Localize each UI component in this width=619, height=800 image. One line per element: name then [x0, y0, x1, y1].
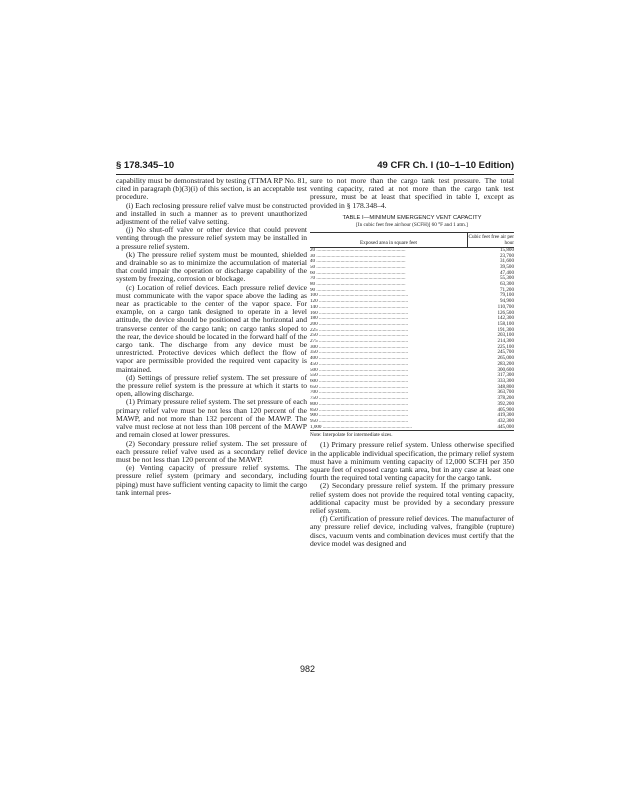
- paragraph: (e) Venting capacity of pressure relief systems. The pressure relief system (primary and secondary, including piping) must have sufficient venting capacity to limit the cargo tank internal pres-: [116, 463, 307, 497]
- table-subtitle: [In cubic feet free air/hour (SCFH)] 60 °F and 1 atm.]: [356, 221, 468, 228]
- capacity-cell: 445,000: [497, 423, 514, 430]
- capacity-cell: 245,700: [497, 349, 514, 356]
- capacity-cell: 203,100: [497, 332, 514, 339]
- exposed-area-cell: 70 ......................................................................: [310, 276, 406, 282]
- left-text-column: [116, 177, 307, 497]
- paragraph: (2) Secondary pressure relief system. The set pressure of each pressure relief valve used as a secondary relief device must be not less than 120 percent of the MAWP.: [116, 438, 307, 464]
- capacity-cell: 31,600: [499, 258, 514, 265]
- vent-capacity-table: [310, 232, 514, 432]
- capacity-cell: 110,700: [497, 303, 514, 310]
- page-number: 982: [300, 664, 316, 674]
- exposed-area-cell: 350 ......................................................................: [310, 350, 409, 356]
- paragraph: (d) Settings of pressure relief system. The set pressure of the pressure relief system is the pressure at which it starts to open, allowing discharge.: [116, 372, 307, 399]
- exposed-area-cell: 800 ......................................................................: [310, 401, 409, 407]
- exposed-area-cell: 250 ......................................................................: [310, 333, 409, 339]
- capacity-cell: 363,700: [497, 389, 514, 396]
- exposed-area-cell: 900 ......................................................................: [310, 413, 409, 419]
- paragraph: capability must be demonstrated by testing (TTMA RP No. 81, cited in paragraph (b)(3)(i) of this section, is an acceptable test procedure.: [116, 176, 308, 202]
- table-header-row: [310, 232, 514, 247]
- capacity-cell: 348,800: [497, 383, 514, 390]
- paragraph: (k) The pressure relief system must be mounted, shielded and drainable so as to minimize the accumulation of material that could impair the operation or discharge capability of the system by freezing, corrosion or blockage.: [116, 249, 307, 284]
- exposed-area-cell: 200 ......................................................................: [310, 321, 409, 327]
- paragraph: (c) Location of relief devices. Each pressure relief device must communicate with the vapor space above the lading as near as practicable to the center of the vapor space. For example, on a cargo tank designed to operate in a level attitude, the device should be positioned at the horizontal and transverse center of the cargo tank; on cargo tanks sloped to the rear, the device should be located in the forward half of the cargo tank. The discharge from any device must be unrestricted. Protective devices which deflect the flow of vapor are permissible provided the required vent capacity is maintained.: [116, 282, 307, 374]
- exposed-area-cell: 100 ......................................................................: [310, 293, 409, 299]
- exposed-area-cell: 950 ......................................................................: [310, 418, 409, 424]
- section-number: § 178.345–10: [116, 160, 175, 171]
- capacity-cell: 158,100: [497, 320, 514, 327]
- exposed-area-cell: 225 ......................................................................: [310, 327, 409, 333]
- exposed-area-cell: 275 ......................................................................: [310, 339, 409, 345]
- exposed-area-cell: 600 ......................................................................: [310, 378, 409, 384]
- right-column-paragraphs: [310, 441, 514, 548]
- paragraph: (1) Primary pressure relief system. Unless otherwise specified in the applicable individual specification, the primary relief system must have a minimum venting capacity of 12,000 SCFH per 350 square feet of exposed cargo tank area, but in any case at least one fourth the required total venting capacity for the cargo tank.: [310, 440, 514, 483]
- running-header: [116, 160, 514, 175]
- publication-edition: 49 CFR Ch. I (10–1–10 Edition): [377, 160, 514, 171]
- paragraph: (1) Primary pressure relief system. The set pressure of each primary relief valve must be not less than 120 percent of the MAWP, and not more than 132 percent of the MAWP. The valve must reclose at not less than 108 percent of the MAWP and remain closed at lower pressures.: [116, 397, 307, 440]
- exposed-area-cell: 50 ......................................................................: [310, 264, 406, 270]
- exposed-area-cell: 90 ......................................................................: [310, 287, 406, 293]
- capacity-cell: 300,600: [497, 366, 514, 373]
- exposed-area-cell: 450 ......................................................................: [310, 361, 409, 367]
- exposed-area-cell: 700 ......................................................................: [310, 390, 409, 396]
- exposed-area-cell: 140 ......................................................................: [310, 304, 409, 310]
- capacity-cell: 71,200: [499, 286, 514, 293]
- table-note: Note: Interpolate for intermediate sizes.: [310, 432, 393, 439]
- paragraph: (j) No shut-off valve or other device that could prevent venting through the pressure relief system may be installed in a pressure relief system.: [116, 225, 307, 251]
- exposed-area-cell: 750 ......................................................................: [310, 396, 409, 402]
- capacity-cell: 63,300: [499, 281, 514, 288]
- exposed-area-cell: 20 ......................................................................: [310, 247, 406, 253]
- capacity-cell: 317,300: [497, 372, 514, 379]
- capacity-cell: 432,300: [497, 417, 514, 424]
- capacity-cell: 126,500: [497, 309, 514, 316]
- capacity-cell: 225,100: [497, 343, 514, 350]
- paragraph: (2) Secondary pressure relief system. If the primary pressure relief system does not provide the required total venting capacity, additional capacity must be provided by a secondary pressure relief system.: [310, 481, 514, 515]
- exposed-area-cell: 300 ......................................................................: [310, 344, 409, 350]
- capacity-cell: 419,300: [497, 412, 514, 419]
- exposed-area-cell: 40 ......................................................................: [310, 259, 406, 265]
- exposed-area-cell: 400 ......................................................................: [310, 356, 409, 362]
- exposed-area-cell: 650 ......................................................................: [310, 384, 409, 390]
- capacity-cell: 191,300: [497, 326, 514, 333]
- table-body: [310, 247, 514, 431]
- capacity-cell: 23,700: [499, 252, 514, 259]
- column-header-capacity: Cubic feet free air per hour: [468, 233, 514, 246]
- capacity-cell: 15,800: [499, 246, 514, 253]
- exposed-area-cell: 160 ......................................................................: [310, 310, 409, 316]
- exposed-area-cell: 120 ......................................................................: [310, 299, 409, 305]
- capacity-cell: 79,100: [499, 292, 514, 299]
- table-row: [310, 425, 514, 431]
- paragraph: (f) Certification of pressure relief devices. The manufacturer of any pressure relief device, including valves, frangible (rupture) discs, vacuum vents and combination devices must certify that the device model was designed and: [310, 514, 514, 548]
- exposed-area-cell: 80 ......................................................................: [310, 282, 406, 288]
- right-text-column: [310, 177, 514, 548]
- capacity-cell: 392,200: [497, 400, 514, 407]
- capacity-cell: 39,500: [499, 263, 514, 270]
- capacity-cell: 214,300: [497, 338, 514, 345]
- exposed-area-cell: 550 ......................................................................: [310, 373, 409, 379]
- capacity-cell: 47,400: [499, 269, 514, 276]
- column-header-area: Exposed area in square feet: [310, 232, 468, 247]
- capacity-cell: 283,200: [497, 360, 514, 367]
- exposed-area-cell: 850 ......................................................................: [310, 407, 409, 413]
- capacity-cell: 405,900: [497, 406, 514, 413]
- capacity-cell: 333,300: [497, 377, 514, 384]
- exposed-area-cell: 60 ......................................................................: [310, 270, 406, 276]
- paragraph: sure to not more than the cargo tank test pressure. The total venting capacity, rated at not more than the cargo tank test pressure, must be at least that specified in table I, except as provided in § 178.348–4.: [310, 176, 514, 210]
- capacity-cell: 94,900: [499, 298, 514, 305]
- capacity-cell: 378,200: [497, 395, 514, 402]
- exposed-area-cell: 180 ......................................................................: [310, 316, 409, 322]
- exposed-area-cell: 30 ......................................................................: [310, 253, 406, 259]
- capacity-cell: 142,300: [497, 315, 514, 322]
- table-title: TABLE I—MINIMUM EMERGENCY VENT CAPACITY: [342, 214, 482, 221]
- exposed-area-cell: 1,000 ......................................................................: [310, 424, 412, 430]
- paragraph: (i) Each reclosing pressure relief valve must be constructed and installed in such a manner as to prevent unauthorized adjustment of the relief valve setting.: [116, 200, 307, 227]
- exposed-area-cell: 500 ......................................................................: [310, 367, 409, 373]
- capacity-cell: 55,300: [499, 275, 514, 282]
- capacity-cell: 265,000: [497, 355, 514, 362]
